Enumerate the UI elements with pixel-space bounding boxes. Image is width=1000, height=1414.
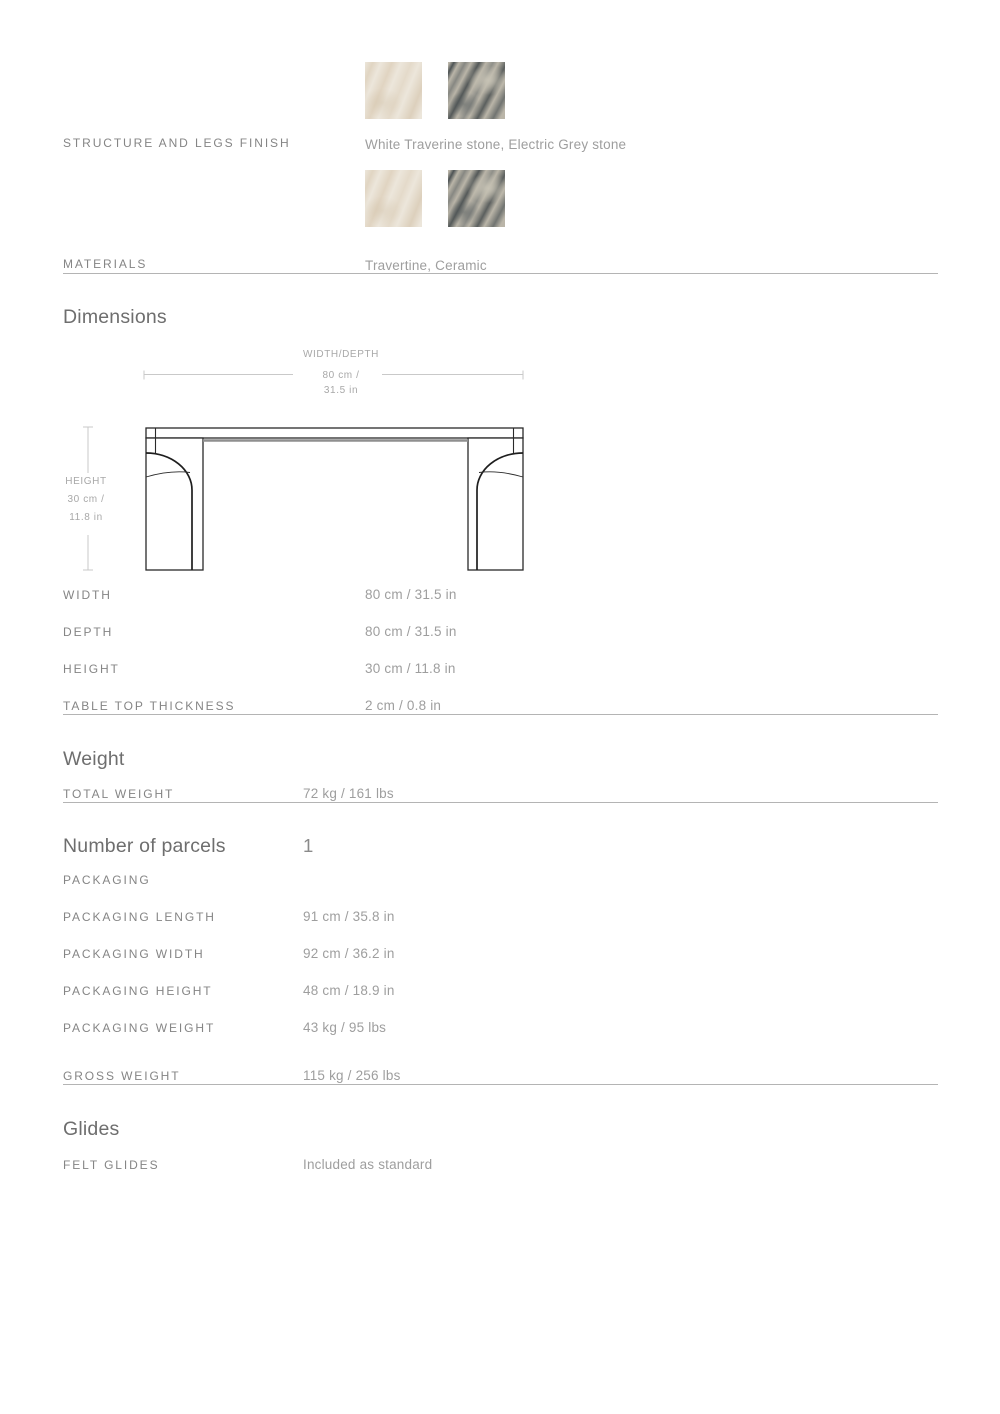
- packaging-group-label: PACKAGING: [63, 873, 151, 887]
- packaging-width-row: [63, 946, 938, 962]
- materials-label: MATERIALS: [63, 257, 148, 271]
- width-value: 80 cm / 31.5 in: [365, 587, 457, 602]
- materials-value: Travertine, Ceramic: [365, 258, 487, 273]
- table-top-thickness-label: TABLE TOP THICKNESS: [63, 699, 236, 713]
- table-drawing: [146, 428, 523, 570]
- depth-label: DEPTH: [63, 625, 114, 639]
- white-travertine-swatch: [365, 170, 422, 227]
- parcel-count-value: 1: [303, 835, 314, 856]
- weight-heading: Weight: [63, 748, 125, 770]
- diagram-width-cm: 80 cm /: [322, 370, 360, 381]
- packaging-length-label: PACKAGING LENGTH: [63, 910, 216, 924]
- packaging-height-label: PACKAGING HEIGHT: [63, 984, 213, 998]
- parcels-heading-row: [63, 834, 938, 858]
- width-label: WIDTH: [63, 588, 112, 602]
- diagram-height-in: 11.8 in: [69, 512, 103, 523]
- packaging-width-label: PACKAGING WIDTH: [63, 947, 205, 961]
- packaging-height-value: 48 cm / 18.9 in: [303, 983, 395, 998]
- electric-grey-swatch: [448, 170, 505, 227]
- table-top-thickness-row: [63, 698, 938, 714]
- depth-value: 80 cm / 31.5 in: [365, 624, 457, 639]
- white-travertine-swatch: [365, 62, 422, 119]
- total-weight-row: [63, 786, 938, 802]
- height-value: 30 cm / 11.8 in: [365, 661, 456, 676]
- diagram-width-depth-label: WIDTH/DEPTH: [302, 349, 380, 360]
- diagram-width-in: 31.5 in: [323, 385, 359, 396]
- height-row: [63, 661, 938, 677]
- glides-heading: Glides: [63, 1118, 120, 1140]
- structure-finish-label: STRUCTURE AND LEGS FINISH: [63, 136, 291, 150]
- dimensions-heading: Dimensions: [63, 306, 167, 328]
- section-divider: [63, 273, 938, 274]
- felt-glides-row: [63, 1157, 938, 1173]
- width-row: [63, 587, 938, 603]
- section-divider: [63, 802, 938, 803]
- packaging-length-row: [63, 909, 938, 925]
- table-top-thickness-value: 2 cm / 0.8 in: [365, 698, 442, 713]
- packaging-length-value: 91 cm / 35.8 in: [303, 909, 395, 924]
- total-weight-value: 72 kg / 161 lbs: [303, 786, 394, 801]
- felt-glides-value: Included as standard: [303, 1157, 433, 1172]
- gross-weight-row: [63, 1068, 938, 1084]
- packaging-weight-row: [63, 1020, 938, 1036]
- structure-finish-value: White Traverine stone, Electric Grey stone: [365, 137, 627, 152]
- table-dimension-diagram: [60, 345, 530, 575]
- depth-row: [63, 624, 938, 640]
- finish-swatch-pair: [365, 62, 938, 119]
- parcels-heading: Number of parcels: [63, 835, 226, 857]
- packaging-weight-value: 43 kg / 95 lbs: [303, 1020, 387, 1035]
- packaging-group-row: [63, 872, 938, 888]
- total-weight-label: TOTAL WEIGHT: [63, 787, 175, 801]
- diagram-height-label: HEIGHT: [65, 476, 107, 487]
- packaging-height-row: [63, 983, 938, 999]
- height-label: HEIGHT: [63, 662, 120, 676]
- diagram-height-cm: 30 cm /: [67, 494, 105, 505]
- section-divider: [63, 714, 938, 715]
- packaging-weight-label: PACKAGING WEIGHT: [63, 1021, 216, 1035]
- electric-grey-swatch: [448, 62, 505, 119]
- section-divider: [63, 1084, 938, 1085]
- materials-row: [63, 170, 938, 273]
- materials-swatch-pair: [365, 170, 938, 227]
- gross-weight-label: GROSS WEIGHT: [63, 1069, 181, 1083]
- gross-weight-value: 115 kg / 256 lbs: [303, 1068, 401, 1083]
- felt-glides-label: FELT GLIDES: [63, 1158, 160, 1172]
- packaging-width-value: 92 cm / 36.2 in: [303, 946, 395, 961]
- structure-finish-row: [63, 62, 938, 152]
